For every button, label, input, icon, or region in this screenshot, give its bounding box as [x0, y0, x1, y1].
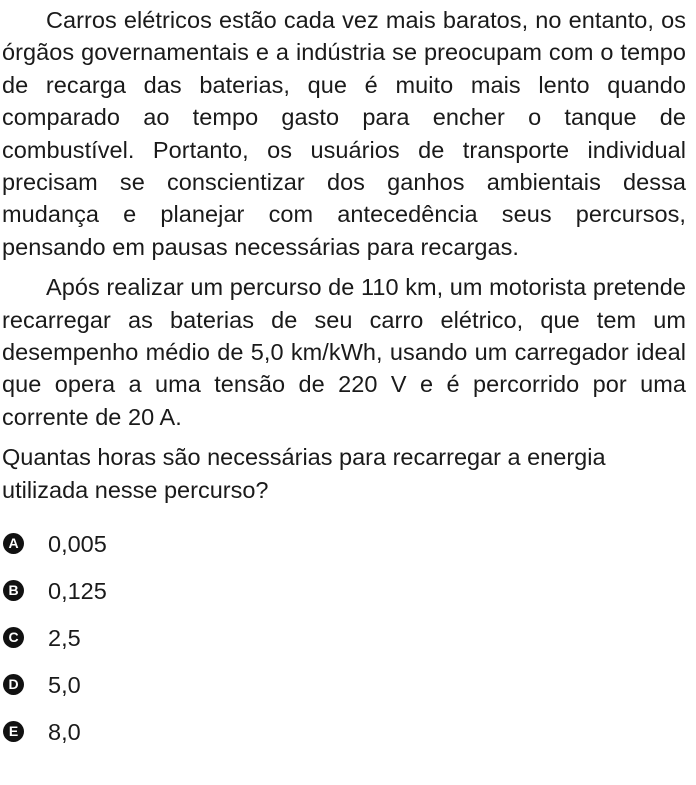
option-b-value: 0,125 [48, 577, 107, 604]
option-d-letter-badge: D [3, 674, 24, 695]
option-a-value: 0,005 [48, 530, 107, 557]
question-text: Quantas horas são necessárias para recarregar a energia utilizada nesse percurso? [2, 444, 606, 503]
option-b-letter-badge: B [3, 580, 24, 601]
option-e[interactable] [2, 708, 686, 755]
option-a[interactable] [2, 520, 686, 567]
option-d[interactable] [2, 661, 686, 708]
option-e-value: 8,0 [48, 718, 81, 745]
context-paragraph-1: Carros elétricos estão cada vez mais baratos, no entanto, os órgãos governamentais e a indústria se preocupam com o tempo de recarga das baterias, que é muito mais lento quando comparado ao tempo gasto para encher o tanque de combustível. Portanto, os usuários de transporte individual precisam se conscientizar dos ganhos ambientais dessa mudança e planejar com antecedência seus percursos, pensando em pausas necessárias para recargas. [2, 7, 686, 260]
question-document [2, 4, 686, 755]
option-d-value: 5,0 [48, 671, 81, 698]
context-paragraph-2: Após realizar um percurso de 110 km, um motorista pretende recarregar as baterias de seu carro elétrico, que tem um desempenho médio de 5,0 km/kWh, usando um carregador ideal que opera a uma tensão de 220 V e é percorrido por uma corrente de 20 A. [2, 274, 686, 430]
option-a-letter-badge: A [3, 533, 24, 554]
option-e-letter-badge: E [3, 721, 24, 742]
option-c-letter-badge: C [3, 627, 24, 648]
answer-options [2, 520, 686, 755]
option-b[interactable] [2, 567, 686, 614]
option-c[interactable] [2, 614, 686, 661]
option-c-value: 2,5 [48, 624, 81, 651]
